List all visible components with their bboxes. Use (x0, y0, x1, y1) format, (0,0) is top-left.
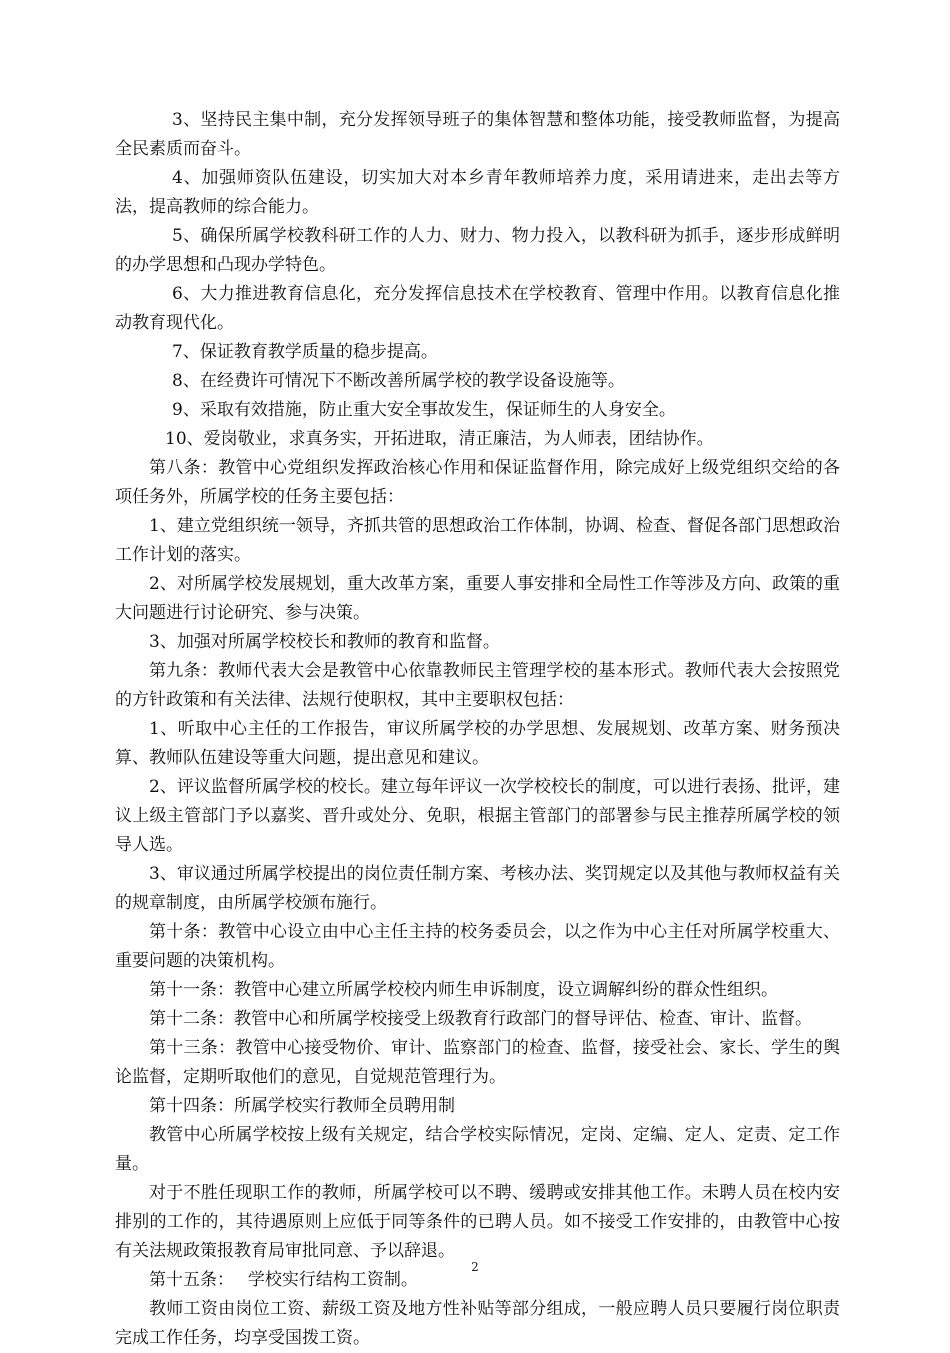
paragraph: 第十五条： 学校实行结构工资制。 (149, 1270, 418, 1290)
paragraph: 教师工资由岗位工资、薪级工资及地方性补贴等部分组成，一般应聘人员只要履行岗位职责完成工作任务，均享受国拨工资。 (115, 1299, 840, 1348)
paragraph: 4、加强师资队伍建设，切实加大对本乡青年教师培养力度，采用请进来，走出去等方法，提高教师的综合能力。 (115, 168, 840, 217)
paragraph: 第九条：教师代表大会是教管中心依靠教师民主管理学校的基本形式。教师代表大会按照党的方针政策和有关法律、法规行使职权，其中主要职权包括： (115, 661, 840, 710)
document-body (115, 106, 840, 1353)
paragraph: 10、爱岗敬业，求真务实，开拓进取，清正廉洁，为人师表，团结协作。 (165, 429, 714, 449)
paragraph: 教管中心所属学校按上级有关规定，结合学校实际情况，定岗、定编、定人、定责、定工作量。 (115, 1125, 840, 1174)
paragraph: 1、建立党组织统一领导，齐抓共管的思想政治工作体制，协调、检查、督促各部门思想政治工作计划的落实。 (115, 516, 840, 565)
paragraph: 第十三条：教管中心接受物价、审计、监察部门的检查、监督，接受社会、家长、学生的舆论监督，定期听取他们的意见，自觉规范管理行为。 (115, 1038, 840, 1087)
paragraph: 3、加强对所属学校校长和教师的教育和监督。 (149, 632, 500, 652)
paragraph: 第十四条：所属学校实行教师全员聘用制 (149, 1096, 455, 1116)
paragraph: 3、坚持民主集中制，充分发挥领导班子的集体智慧和整体功能，接受教师监督，为提高全民素质而奋斗。 (115, 110, 840, 159)
paragraph: 第八条：教管中心党组织发挥政治核心作用和保证监督作用，除完成好上级党组织交给的各项任务外，所属学校的任务主要包括： (115, 458, 840, 507)
paragraph: 第十一条：教管中心建立所属学校校内师生申诉制度，设立调解纠纷的群众性组织。 (149, 980, 778, 1000)
paragraph: 1、听取中心主任的工作报告，审议所属学校的办学思想、发展规划、改革方案、财务预决算、教师队伍建设等重大问题，提出意见和建议。 (115, 719, 840, 768)
paragraph: 8、在经费许可情况下不断改善所属学校的教学设备设施等。 (172, 371, 625, 391)
paragraph: 第十条：教管中心设立由中心主任主持的校务委员会，以之作为中心主任对所属学校重大、重要问题的决策机构。 (115, 922, 840, 971)
paragraph: 9、采取有效措施，防止重大安全事故发生，保证师生的人身安全。 (172, 400, 676, 420)
paragraph: 5、确保所属学校教科研工作的人力、财力、物力投入，以教科研为抓手，逐步形成鲜明的办学思想和凸现办学特色。 (115, 226, 840, 275)
paragraph: 7、保证教育教学质量的稳步提高。 (172, 342, 438, 362)
paragraph: 3、审议通过所属学校提出的岗位责任制方案、考核办法、奖罚规定以及其他与教师权益有关的规章制度，由所属学校颁布施行。 (115, 864, 840, 913)
paragraph: 2、评议监督所属学校的校长。建立每年评议一次学校校长的制度，可以进行表扬、批评，建议上级主管部门予以嘉奖、晋升或处分、免职，根据主管部门的部署参与民主推荐所属学校的领导人选。 (115, 777, 840, 855)
paragraph: 对于不胜任现职工作的教师，所属学校可以不聘、缓聘或安排其他工作。未聘人员在校内安排别的工作的，其待遇原则上应低于同等条件的已聘人员。如不接受工作安排的，由教管中心按有关法规政策报教育局审批同意、予以辞退。 (115, 1183, 840, 1261)
paragraph: 2、对所属学校发展规划，重大改革方案，重要人事安排和全局性工作等涉及方向、政策的重大问题进行讨论研究、参与决策。 (115, 574, 840, 623)
paragraph: 第十二条：教管中心和所属学校接受上级教育行政部门的督导评估、检查、审计、监督。 (149, 1009, 812, 1029)
page-number: 2 (471, 1260, 479, 1274)
paragraph: 6、大力推进教育信息化，充分发挥信息技术在学校教育、管理中作用。以教育信息化推动教育现代化。 (115, 284, 840, 333)
